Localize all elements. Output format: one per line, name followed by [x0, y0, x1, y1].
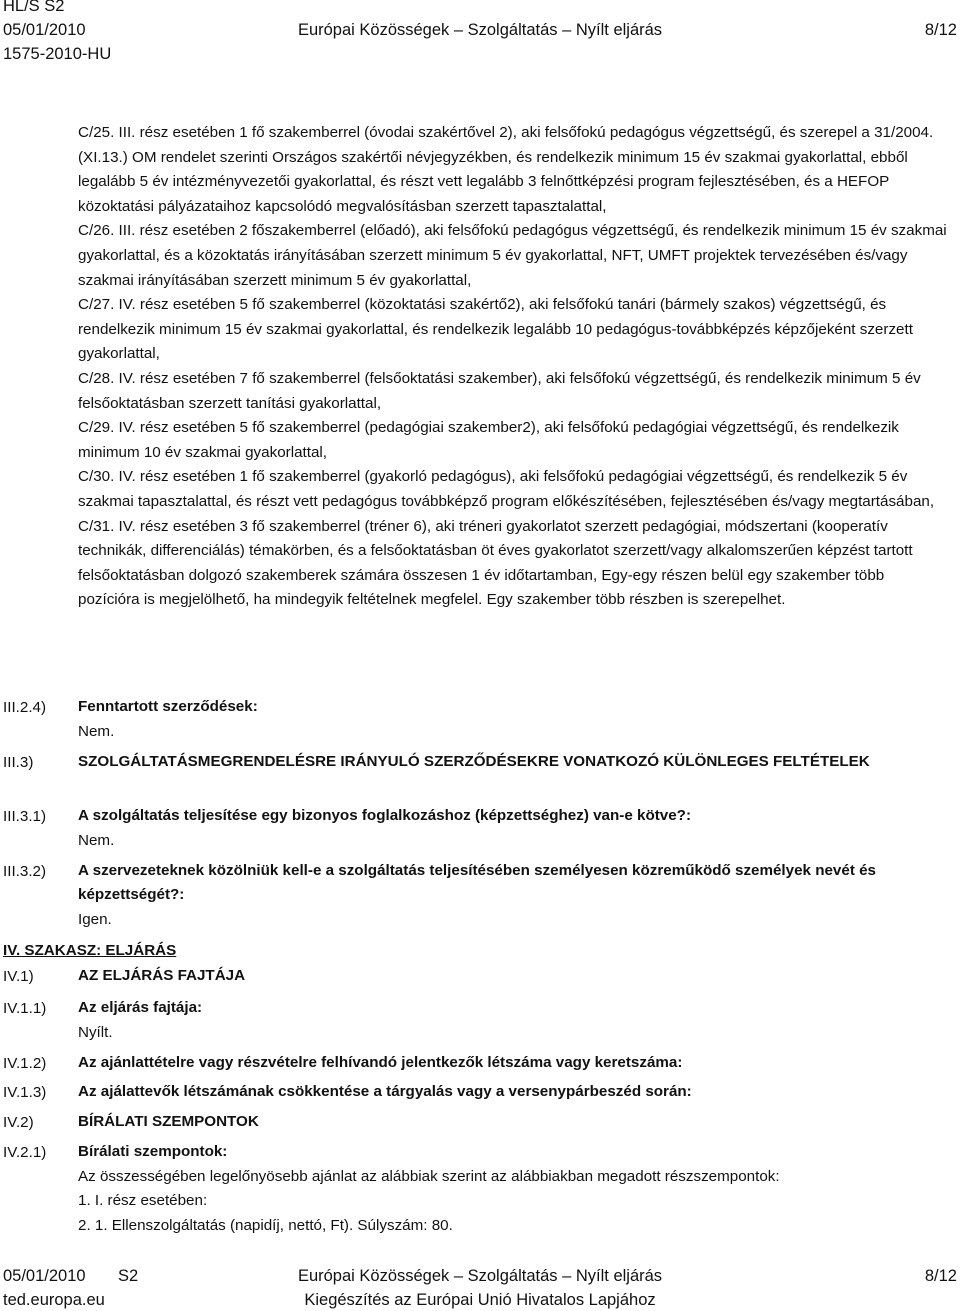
- section-number-iv-1-3: IV.1.3): [3, 1084, 47, 1101]
- header-date: 05/01/2010: [3, 21, 86, 39]
- section-number-iv-1: IV.1): [3, 968, 34, 985]
- footer-row-1: [0, 1265, 960, 1287]
- section-number-iv-2-1: IV.2.1): [3, 1144, 47, 1161]
- criteria-line-3: 2. 1. Ellenszolgáltatás (napidíj, nettó, Ft). Súlyszám: 80.: [78, 1217, 453, 1234]
- header-row-3: [0, 43, 960, 65]
- paragraph-c29: C/29. IV. rész esetében 5 fő szakemberrel (pedagógiai szakember2), aki felsőfokú pedagógiai végzettségű, és rendelkezik minimum 10 év szakmai gyakorlattal,: [78, 419, 899, 461]
- footer-date: 05/01/2010: [3, 1267, 86, 1285]
- section-value-iv-1-1: Nyílt.: [78, 1024, 113, 1041]
- paragraph-c27: C/27. IV. rész esetében 5 fő szakemberrel (közoktatási szakértő2), aki felsőfokú tanári (bármely szakos) végzettségű, és rendelkezik minimum 15 év szakmai gyakorlattal, és rendelkezik legalább 10 pedagógus-továbbképzés képzőjeként szerzett gyakorlattal,: [78, 296, 913, 363]
- header-page: 8/12: [924, 21, 957, 39]
- section-number-iii-2-4: III.2.4): [3, 699, 47, 716]
- header-doc-id: 1575-2010-HU: [3, 45, 112, 63]
- header-row-1: [0, 0, 960, 17]
- section-title-iii-3-2: A szervezeteknek közölniük kell-e a szolgáltatás teljesítésében személyesen közreműködő személyek nevét és képzettségét?:: [78, 862, 876, 903]
- section-iv-heading: IV. SZAKASZ: ELJÁRÁS: [3, 942, 177, 959]
- section-title-iii-3: SZOLGÁLTATÁSMEGRENDELÉSRE IRÁNYULÓ SZERZŐDÉSEKRE VONATKOZÓ KÜLÖNLEGES FELTÉTELEK: [78, 753, 870, 770]
- paragraph-c26: C/26. III. rész esetében 2 főszakemberrel (előadó), aki felsőfokú pedagógus végzettségű, és rendelkezik minimum 15 év szakmai gyakorlattal, és a közoktatás irányításában szerzett minimum 5 év gyakorlattal, NFT, UMFT projektek tervezésében és/vagy szakmai irányításában szerzett minimum 5 év gyakorlattal,: [78, 222, 947, 289]
- section-number-iii-3-1: III.3.1): [3, 808, 47, 825]
- paragraph-c30: C/30. IV. rész esetében 1 fő szakemberrel (gyakorló pedagógus), aki felsőfokú pedagógiai végzettségű, és rendelkezik 5 év szakmai tapasztalattal, és részt vett pedagógus továbbképző program előkészítésében, fejlesztésében és/vagy megtartásában,: [78, 468, 935, 510]
- paragraph-c31: C/31. IV. rész esetében 3 fő szakemberrel (tréner 6), aki tréneri gyakorlatot szerzett pedagógiai, módszertani (kooperatív technikák, differenciálás) témakörben, és a felsőoktatásban öt éves gyakorlatot szerzett/vagy alkalomszerűen képzést tartott felsőoktatásban dolgozó szakemberek számára összesen 1 év időtartamban, Egy-egy részen belül egy szakember több pozícióra is megjelölhető, ha mindegyik feltételnek megfelel. Egy szakember több részben is szerepelhet.: [78, 517, 913, 609]
- criteria-line-2: 1. I. rész esetében:: [78, 1192, 208, 1209]
- header-series: HL/S S2: [3, 0, 65, 15]
- section-title-iv-2: BÍRÁLATI SZEMPONTOK: [78, 1113, 259, 1130]
- footer-series: S2: [118, 1267, 139, 1285]
- section-number-iii-3: III.3): [3, 754, 34, 771]
- paragraph-c25: C/25. III. rész esetében 1 fő szakemberrel (óvodai szakértővel 2), aki felsőfokú pedagógus végzettségű, és szerepel a 31/2004. (XI.13.) OM rendelet szerinti Országos szakértői névjegyzékben, és rendelkezik minimum 15 év szakmai gyakorlattal, ebből legalább 5 év intézményvezetői gyakorlattal, és részt vett legalább 3 felnőttképzési program fejlesztésében, és a HEFOP közoktatási pályázataihoz kapcsolódó megvalósításban szerzett tapasztalattal,: [78, 124, 934, 215]
- section-value-iii-3-2: Igen.: [78, 911, 112, 928]
- footer-publisher: Kiegészítés az Európai Unió Hivatalos Lapjához: [304, 1291, 656, 1309]
- section-number-iv-1-1: IV.1.1): [3, 1000, 47, 1017]
- criteria-line-1: Az összességében legelőnyösebb ajánlat az alábbiak szerint az alábbiakban megadott részszempontok:: [78, 1168, 780, 1185]
- header-row-2: [0, 19, 960, 41]
- requirements-text: [78, 121, 948, 613]
- footer-title: Európai Közösségek – Szolgáltatás – Nyílt eljárás: [297, 1267, 663, 1285]
- section-title-iii-2-4: Fenntartott szerződések:: [78, 698, 258, 715]
- section-title-iv-1-1: Az eljárás fajtája:: [78, 999, 203, 1016]
- section-number-iii-3-2: III.3.2): [3, 863, 47, 880]
- section-value-iii-3-1: Nem.: [78, 832, 115, 849]
- section-title-iv-2-1: Bírálati szempontok:: [78, 1143, 228, 1160]
- section-title-iv-1: AZ ELJÁRÁS FAJTÁJA: [78, 967, 246, 984]
- section-title-iv-1-3: Az ajálattevők létszámának csökkentése a tárgyalás vagy a versenypárbeszéd során:: [78, 1083, 692, 1100]
- section-number-iv-2: IV.2): [3, 1114, 34, 1131]
- header-title: Európai Közösségek – Szolgáltatás – Nyílt eljárás: [297, 21, 663, 39]
- footer-site-link[interactable]: ted.europa.eu: [3, 1291, 105, 1309]
- footer-row-2: [0, 1289, 960, 1311]
- section-title-iii-3-1: A szolgáltatás teljesítése egy bizonyos foglalkozáshoz (képzettséghez) van-e kötve?:: [78, 807, 692, 824]
- section-title-iv-1-2: Az ajánlattételre vagy részvételre felhívandó jelentkezők létszáma vagy keretszáma:: [78, 1054, 683, 1071]
- footer-page: 8/12: [924, 1267, 957, 1285]
- section-value-iii-2-4: Nem.: [78, 723, 115, 740]
- section-number-iv-1-2: IV.1.2): [3, 1055, 47, 1072]
- paragraph-c28: C/28. IV. rész esetében 7 fő szakemberrel (felsőoktatási szakember), aki felsőfokú végzettségű, és rendelkezik minimum 5 év felsőoktatásban szerzett tanítási gyakorlattal,: [78, 369, 921, 412]
